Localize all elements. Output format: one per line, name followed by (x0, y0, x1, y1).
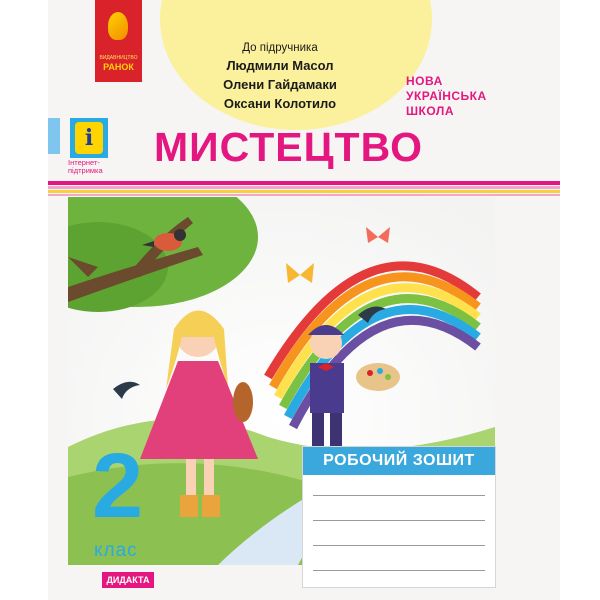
publisher-small-text: ВИДАВНИЦТВО (99, 55, 138, 61)
publisher-logo[interactable] (95, 0, 142, 82)
divider-stripe (48, 186, 560, 189)
support-label-line: Інтернет- (68, 158, 100, 167)
workbook-title: РОБОЧИЙ ЗОШИТ (303, 447, 495, 475)
accent-bar (48, 118, 60, 154)
divider-stripe (48, 194, 560, 196)
grade-word: клас (94, 540, 138, 561)
workbook-panel (302, 446, 496, 588)
divider-stripe (48, 190, 560, 193)
authors-block (200, 42, 360, 113)
divider-stripe (48, 181, 560, 185)
author-name: Людмили Масол (226, 58, 334, 73)
write-line[interactable] (313, 520, 485, 521)
write-line[interactable] (313, 495, 485, 496)
write-line[interactable] (313, 570, 485, 571)
program-line: УКРАЇНСЬКА (406, 89, 487, 103)
internet-support-label (68, 159, 128, 175)
program-label (406, 74, 487, 119)
internet-support-badge[interactable] (70, 118, 108, 158)
authors-prefix: До підручника (242, 42, 318, 54)
support-label-line: підтримка (68, 166, 103, 175)
program-line: НОВА (406, 74, 443, 88)
author-name: Оксани Колотило (223, 96, 337, 111)
book-title: МИСТЕЦТВО (154, 124, 424, 170)
imprint-logo[interactable]: ДИДАКТА (102, 572, 154, 588)
author-name: Олени Гайдамаки (223, 77, 337, 92)
program-line: ШКОЛА (406, 104, 455, 118)
flame-icon (108, 12, 128, 40)
write-line[interactable] (313, 545, 485, 546)
info-icon: i (75, 122, 103, 154)
grade-number: 2 (92, 435, 144, 537)
publisher-name: РАНОК (103, 62, 134, 72)
